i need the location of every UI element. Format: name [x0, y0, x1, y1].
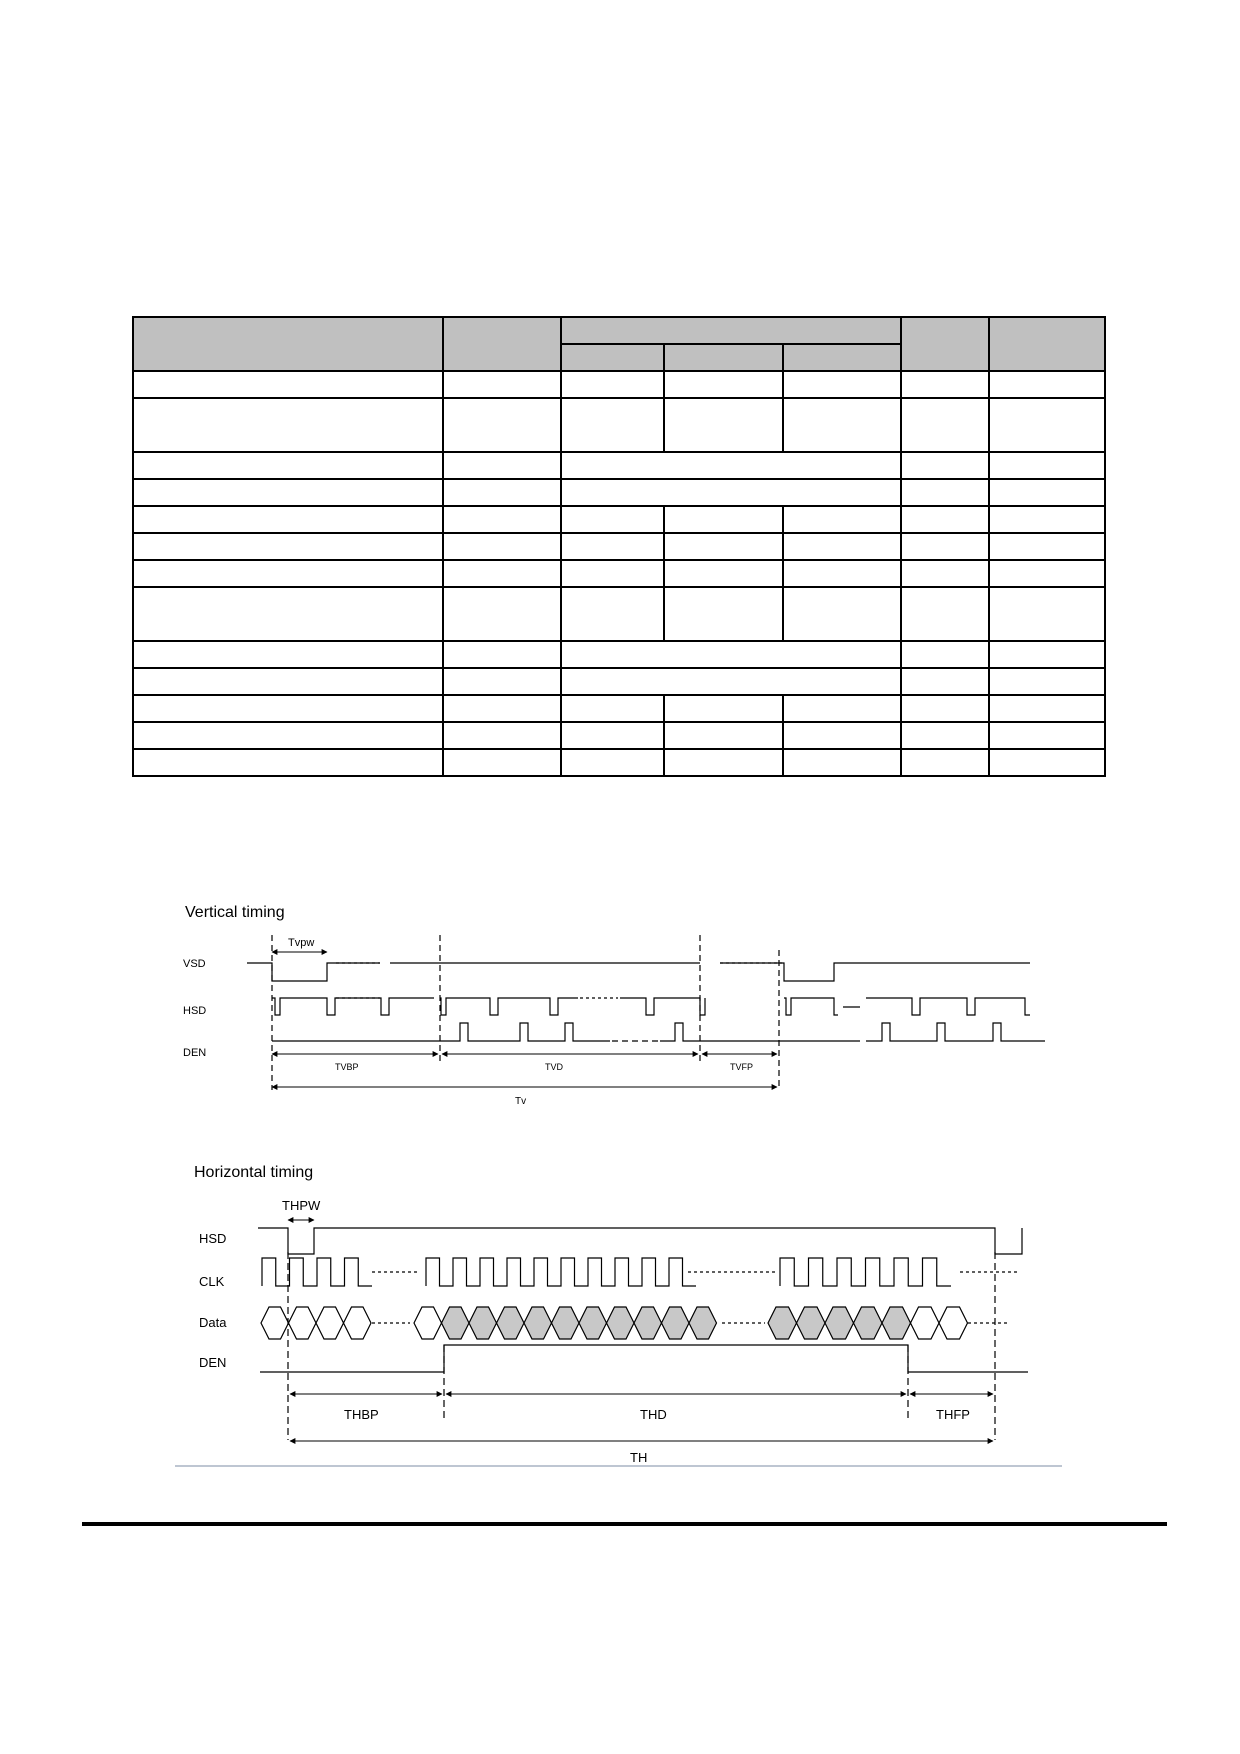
thfp-label: THFP — [936, 1407, 970, 1422]
table-row — [133, 398, 1105, 452]
data-eye — [634, 1307, 662, 1339]
data-eye — [797, 1307, 826, 1339]
data-eye — [825, 1307, 854, 1339]
data-eye — [344, 1307, 372, 1339]
horizontal-timing-title: Horizontal timing — [194, 1164, 314, 1181]
page-footer-rule — [82, 1522, 1167, 1526]
table-row — [133, 641, 1105, 668]
tvd-label: TVD — [545, 1062, 563, 1072]
table-row — [133, 479, 1105, 506]
den-label: DEN — [199, 1355, 227, 1370]
vertical-timing-diagram — [0, 920, 1240, 1130]
clk-segment — [262, 1258, 372, 1286]
data-eye — [768, 1307, 797, 1339]
th-label: TH — [630, 1450, 648, 1465]
data-eye — [497, 1307, 525, 1339]
thpw-label: THPW — [282, 1198, 321, 1213]
data-eye — [414, 1307, 442, 1339]
table-row — [133, 668, 1105, 695]
hsd-label: HSD — [183, 1005, 207, 1017]
den-waveform — [272, 1023, 1045, 1041]
horizontal-timing-diagram — [0, 1180, 1240, 1470]
data-eye — [316, 1307, 344, 1339]
vsd-label: VSD — [183, 958, 206, 970]
tvbp-label: TVBP — [335, 1062, 359, 1072]
data-waveform — [261, 1307, 968, 1339]
data-eye — [469, 1307, 497, 1339]
data-eye — [662, 1307, 690, 1339]
den-waveform — [260, 1345, 1028, 1372]
data-eye — [939, 1307, 968, 1339]
data-eye — [289, 1307, 317, 1339]
hsd-waveform — [272, 998, 1030, 1015]
thbp-label: THBP — [344, 1407, 379, 1422]
clk-segment — [426, 1258, 696, 1286]
table-row — [133, 560, 1105, 587]
tv-label: Tv — [515, 1096, 527, 1107]
data-eye — [854, 1307, 883, 1339]
vertical-timing-title: Vertical timing — [185, 904, 285, 921]
table-row — [133, 452, 1105, 479]
data-eye — [882, 1307, 911, 1339]
clk-label: CLK — [199, 1274, 225, 1289]
table-header-row — [133, 317, 1105, 344]
table-row — [133, 587, 1105, 641]
data-eye — [442, 1307, 470, 1339]
timing-parameter-table — [132, 316, 1106, 777]
clk-waveform — [262, 1258, 951, 1286]
data-eye — [579, 1307, 607, 1339]
table-row — [133, 533, 1105, 560]
data-eye — [689, 1307, 717, 1339]
data-label: Data — [199, 1315, 227, 1330]
tvfp-label: TVFP — [730, 1062, 754, 1072]
hsd-label: HSD — [199, 1231, 227, 1246]
table-row — [133, 722, 1105, 749]
data-eye — [552, 1307, 580, 1339]
table-row — [133, 371, 1105, 398]
clk-segment — [780, 1258, 951, 1286]
table-row — [133, 749, 1105, 776]
hsd-waveform — [258, 1228, 1022, 1254]
data-eye — [261, 1307, 289, 1339]
vsd-waveform — [247, 963, 1030, 981]
data-eye — [911, 1307, 940, 1339]
thd-label: THD — [640, 1407, 667, 1422]
data-eye — [607, 1307, 635, 1339]
table-row — [133, 695, 1105, 722]
data-eye — [524, 1307, 552, 1339]
den-label: DEN — [183, 1047, 207, 1059]
table-row — [133, 506, 1105, 533]
tvpw-label: Tvpw — [288, 937, 315, 949]
